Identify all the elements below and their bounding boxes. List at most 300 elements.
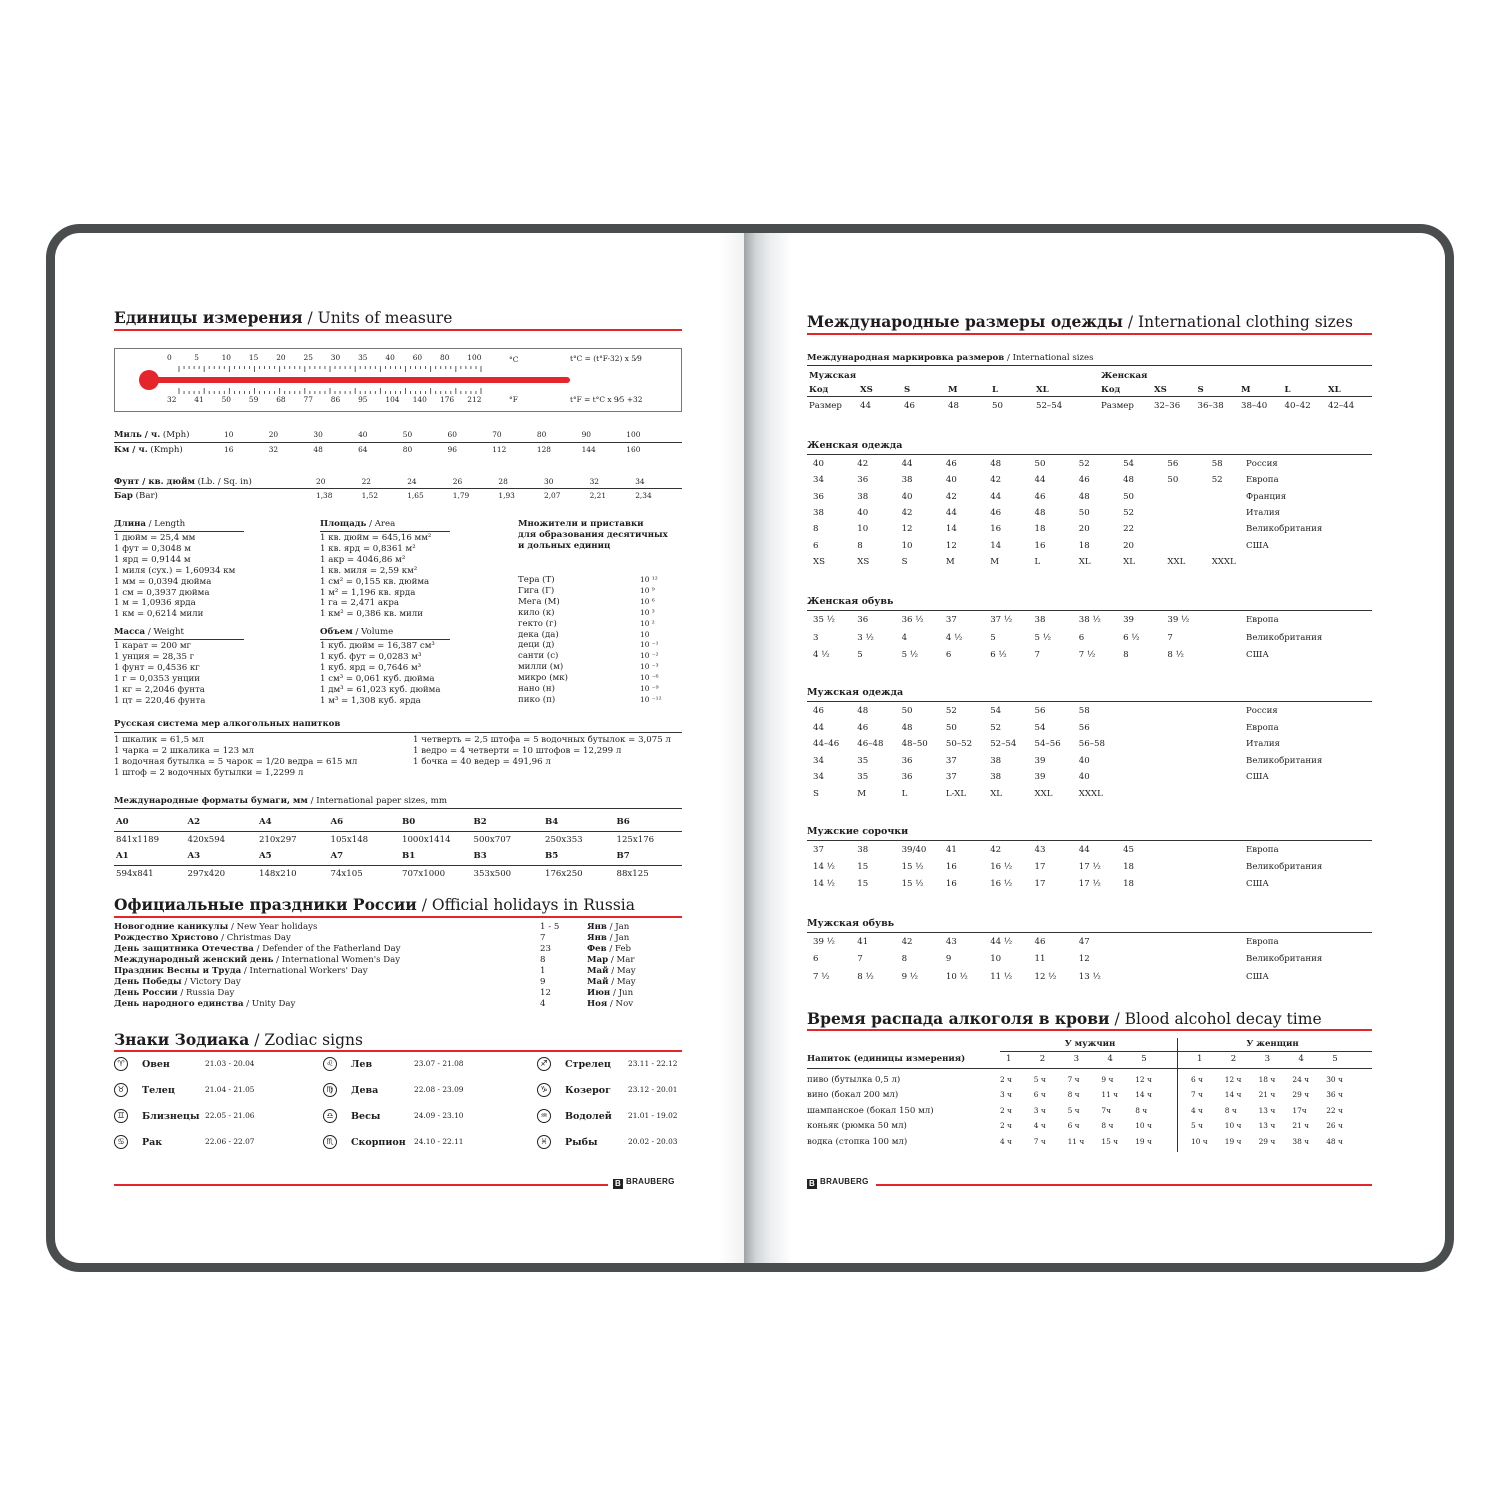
decay-women-value: 48 ч bbox=[1326, 1136, 1343, 1146]
paper-format: B1 bbox=[402, 851, 416, 861]
zodiac-title: Знаки Зодиака / Zodiac signs bbox=[114, 1030, 363, 1049]
bar-value: 1,79 bbox=[452, 491, 470, 500]
decay-col-men: 3 bbox=[1073, 1054, 1080, 1064]
mshoes-cell: 8 ½ bbox=[857, 971, 874, 982]
celsius-tick-label: 25 bbox=[303, 353, 313, 362]
paper-rule-2 bbox=[114, 831, 682, 832]
decay-women-value: 10 ч bbox=[1191, 1136, 1208, 1146]
mclothes-cell: 56 bbox=[1078, 722, 1090, 733]
prefix-name: санти (с) bbox=[518, 651, 559, 662]
volume-item: 1 см³ = 0,061 куб. дюйма bbox=[320, 673, 435, 684]
zodiac-dates: 22.06 - 22.07 bbox=[205, 1137, 255, 1146]
mclothes-cell: XL bbox=[990, 788, 1003, 799]
prefix-value: 10 ³ bbox=[640, 607, 655, 617]
decay-men-value: 6 ч bbox=[1033, 1090, 1046, 1100]
wshoes-cell: 4 ½ bbox=[945, 632, 963, 643]
fahrenheit-tick-label: 140 bbox=[412, 395, 427, 404]
zodiac-dates: 23.12 - 20.01 bbox=[628, 1085, 678, 1094]
mclothes-cell: 35 bbox=[857, 772, 869, 782]
wclothes-cell: 14 bbox=[945, 524, 957, 535]
left-footer-rule bbox=[114, 1184, 608, 1186]
mclothes-cell: 48–50 bbox=[901, 739, 928, 749]
wshoes-cell: 4 bbox=[901, 632, 908, 643]
celsius-formula: t°C = (t°F-32) x 5⁄9 bbox=[570, 354, 642, 363]
mshirts-cell: 17 bbox=[1034, 879, 1046, 890]
wclothes-cell: XL bbox=[1123, 556, 1135, 567]
mph-label: Миль / ч. (Mph) bbox=[114, 430, 190, 440]
wclothes-country: Италия bbox=[1246, 507, 1280, 518]
mass-item: 1 кг = 2,2046 фунта bbox=[114, 684, 205, 695]
zodiac-7-icon: ♎ bbox=[323, 1109, 337, 1123]
bar-value: 1,52 bbox=[361, 491, 379, 500]
paper-size: 1000x1414 bbox=[402, 835, 451, 845]
wclothes-cell: 56 bbox=[1167, 459, 1179, 469]
fahrenheit-unit: °F bbox=[509, 395, 518, 404]
decay-women-value: 29 ч bbox=[1292, 1090, 1310, 1100]
zodiac-dates: 20.02 - 20.03 bbox=[628, 1137, 678, 1146]
wclothes-cell: XXXL bbox=[1211, 556, 1236, 567]
wclothes-cell: 42 bbox=[857, 459, 869, 469]
holiday-name: Праздник Весны и Труда / International Workers' Day bbox=[114, 966, 368, 976]
prefix-value: 10 ⁻⁶ bbox=[640, 673, 659, 683]
wshoes-cell: 37 bbox=[945, 615, 957, 625]
mclothes-cell: 58 bbox=[1078, 706, 1090, 716]
wclothes-cell: 40 bbox=[945, 475, 957, 486]
fahrenheit-tick-label: 104 bbox=[385, 395, 400, 404]
wclothes-cell: 44 bbox=[1034, 475, 1046, 486]
mph-value: 20 bbox=[268, 430, 279, 439]
mshoes-cell: 6 bbox=[813, 954, 819, 965]
wshoes-country: Великобритания bbox=[1246, 632, 1323, 643]
decay-women-value: 18 ч bbox=[1258, 1075, 1276, 1084]
zodiac-3-icon: ♊ bbox=[114, 1109, 128, 1123]
volume-title: Объем / Volume bbox=[320, 627, 394, 637]
decay-men-value: 7ч bbox=[1101, 1105, 1111, 1115]
page-gutter-shadow bbox=[744, 233, 792, 1263]
wclothes-cell: 38 bbox=[813, 507, 824, 518]
fahrenheit-tick-label: 32 bbox=[167, 395, 177, 404]
mshoes-cell: 9 bbox=[945, 954, 952, 965]
mshirts-cell: 38 bbox=[857, 845, 869, 855]
decay-women-value: 14 ч bbox=[1224, 1090, 1242, 1100]
sizes-rule bbox=[807, 333, 1372, 335]
mclothes-cell: L-XL bbox=[945, 788, 967, 799]
zodiac-name: Дева bbox=[351, 1085, 379, 1096]
women-code-label: Код bbox=[1101, 385, 1121, 395]
wclothes-cell: 10 bbox=[901, 540, 913, 551]
prefix-name: дека (да) bbox=[518, 629, 559, 640]
volume-item: 1 м³ = 1,308 куб. ярда bbox=[320, 695, 421, 706]
mclothes-country: США bbox=[1246, 772, 1269, 782]
mshoes-country: США bbox=[1246, 971, 1269, 982]
wclothes-cell: 42 bbox=[990, 475, 1002, 486]
mshirts-cell: 39/40 bbox=[901, 845, 927, 855]
zodiac-dates: 22.08 - 23.09 bbox=[414, 1085, 464, 1094]
holidays-title: Официальные праздники России / Official holidays in Russia bbox=[114, 895, 635, 914]
mclothes-cell: 36 bbox=[901, 772, 913, 782]
mclothes-cell: 40 bbox=[1078, 755, 1090, 766]
holiday-name: Международный женский день / International Women's Day bbox=[114, 955, 401, 965]
prefix-value: 10 ⁻¹² bbox=[640, 694, 662, 704]
mph-value: 50 bbox=[402, 430, 413, 439]
mshoes-country: Европа bbox=[1246, 937, 1279, 947]
mclothes-cell: 34 bbox=[813, 772, 824, 782]
alcohol-system-title: Русская система мер алкогольных напитков bbox=[114, 719, 341, 729]
decay-men-value: 5 ч bbox=[1067, 1105, 1080, 1115]
alcohol-system-rule bbox=[114, 732, 682, 733]
wclothes-country: Россия bbox=[1246, 459, 1278, 469]
paper-size: 353x500 bbox=[473, 869, 512, 879]
kmh-value: 64 bbox=[358, 445, 368, 454]
mclothes-cell: L bbox=[901, 788, 908, 799]
lb-value: 34 bbox=[635, 477, 645, 486]
mclothes-cell: 38 bbox=[990, 755, 1002, 766]
wclothes-cell: 52 bbox=[1078, 459, 1090, 469]
paper-format: B0 bbox=[402, 817, 416, 827]
bar-label: Бар (Bar) bbox=[114, 491, 158, 501]
wclothes-cell: 10 bbox=[857, 524, 869, 535]
mclothes-cell: 54–56 bbox=[1034, 739, 1061, 749]
volume-item: 1 дм³ = 61,023 куб. дюйма bbox=[320, 684, 441, 695]
decay-women-header: У женщин bbox=[1246, 1039, 1299, 1049]
holiday-month: Ноя / Nov bbox=[587, 999, 634, 1009]
women-size-code: XS bbox=[1154, 385, 1167, 395]
prefix-value: 10 ⁹ bbox=[640, 585, 655, 595]
celsius-tick-label: 10 bbox=[221, 353, 231, 362]
area-item: 1 км² = 0,386 кв. мили bbox=[320, 609, 423, 620]
wshoes-cell: 35 ½ bbox=[813, 615, 835, 625]
mshoes-cell: 11 ½ bbox=[990, 971, 1013, 982]
fahrenheit-tick-label: 86 bbox=[330, 395, 341, 404]
wshoes-cell: 6 ½ bbox=[990, 650, 1007, 660]
holiday-name: День народного единства / Unity Day bbox=[114, 999, 296, 1009]
holiday-month: Июн / Jun bbox=[587, 988, 634, 998]
area-item: 1 кв. дюйм = 645,16 мм² bbox=[320, 533, 432, 543]
fahrenheit-tick-label: 68 bbox=[276, 395, 286, 404]
decay-women-value: 21 ч bbox=[1258, 1090, 1276, 1100]
mclothes-cell: 38 bbox=[990, 772, 1002, 782]
paper-format: B3 bbox=[473, 851, 487, 861]
mclothes-cell: 54 bbox=[990, 706, 1002, 716]
zodiac-dates: 24.09 - 23.10 bbox=[414, 1111, 464, 1120]
holiday-day: 1 - 5 bbox=[540, 922, 560, 932]
mshoes-cell: 7 bbox=[857, 954, 863, 965]
mclothes-cell: 52 bbox=[945, 706, 957, 716]
holiday-name: Рождество Христово / Christmas Day bbox=[114, 933, 291, 943]
area-title: Площадь / Area bbox=[320, 519, 396, 529]
holidays-rule bbox=[114, 916, 682, 918]
wclothes-cell: 40 bbox=[857, 507, 869, 518]
wclothes-cell: 50 bbox=[1167, 475, 1179, 486]
mshirts-country: Европа bbox=[1246, 845, 1279, 855]
mshirts-country: США bbox=[1246, 879, 1269, 890]
decay-women-value: 10 ч bbox=[1224, 1121, 1242, 1131]
wclothes-cell: S bbox=[901, 556, 908, 567]
wclothes-cell: 12 bbox=[945, 540, 957, 551]
wclothes-country: США bbox=[1246, 540, 1269, 551]
wclothes-cell: 8 bbox=[813, 524, 819, 535]
decay-women-value: 8 ч bbox=[1224, 1105, 1237, 1115]
celsius-unit: °C bbox=[509, 355, 519, 364]
area-item: 1 см² = 0,155 кв. дюйма bbox=[320, 576, 430, 587]
mshirts-title: Мужские сорочки bbox=[807, 826, 909, 837]
bar-value: 1,93 bbox=[498, 491, 515, 500]
wclothes-cell: 20 bbox=[1123, 540, 1135, 551]
prefix-name: гекто (г) bbox=[518, 618, 557, 629]
wclothes-cell: 50 bbox=[1034, 459, 1046, 469]
bar-value: 2,07 bbox=[544, 491, 561, 500]
wclothes-cell: XS bbox=[813, 556, 826, 567]
paper-format: B7 bbox=[616, 851, 630, 861]
decay-women-value: 38 ч bbox=[1292, 1136, 1310, 1146]
women-size-code: L bbox=[1284, 385, 1291, 395]
wclothes-cell: 58 bbox=[1211, 459, 1223, 469]
decay-title: Время распада алкоголя в крови / Blood alcohol decay time bbox=[807, 1009, 1322, 1028]
celsius-tick-label: 0 bbox=[167, 353, 172, 362]
mclothes-cell: 50 bbox=[945, 722, 957, 733]
women-size-value: 38–40 bbox=[1241, 401, 1268, 411]
decay-men-value: 3 ч bbox=[1033, 1105, 1046, 1115]
wshoes-cell: 6 bbox=[945, 650, 952, 660]
mclothes-cell: XXL bbox=[1034, 788, 1053, 799]
bar-value: 1,65 bbox=[407, 491, 424, 500]
women-size-code: M bbox=[1241, 385, 1251, 395]
wshoes-title: Женская обувь bbox=[807, 596, 894, 607]
holiday-month: Янв / Jan bbox=[587, 933, 630, 943]
zodiac-2-icon: ♉ bbox=[114, 1083, 128, 1097]
paper-format: B4 bbox=[545, 817, 559, 827]
alcohol-measure: 1 бочка = 40 ведер = 491,96 л bbox=[413, 756, 551, 767]
mshoes-cell: 10 bbox=[990, 954, 1002, 965]
mclothes-cell: 48 bbox=[857, 706, 869, 716]
prefix-name: нано (н) bbox=[518, 684, 555, 694]
mshoes-cell: 12 bbox=[1078, 954, 1090, 965]
wshoes-cell: 5 bbox=[990, 632, 996, 643]
wshoes-cell: 4 ½ bbox=[813, 650, 830, 660]
women-size-value: 42–44 bbox=[1328, 401, 1355, 411]
paper-size: 176x250 bbox=[545, 869, 583, 879]
decay-men-value: 7 ч bbox=[1067, 1075, 1080, 1084]
zodiac-4-icon: ♋ bbox=[114, 1135, 128, 1149]
men-size-value: 44 bbox=[860, 401, 871, 411]
men-size-value: 52–54 bbox=[1036, 401, 1063, 411]
length-item: 1 миля (сух.) = 1,60934 км bbox=[114, 565, 236, 576]
intl-rule bbox=[807, 365, 1372, 366]
wclothes-cell: 40 bbox=[813, 459, 824, 469]
decay-men-value: 19 ч bbox=[1135, 1136, 1152, 1146]
mph-value: 10 bbox=[224, 430, 234, 439]
zodiac-9-icon: ♐ bbox=[537, 1057, 551, 1071]
decay-women-value: 6 ч bbox=[1191, 1075, 1203, 1084]
paper-size: 74x105 bbox=[330, 869, 363, 879]
women-size-label: Размер bbox=[1101, 401, 1134, 411]
mshoes-cell: 43 bbox=[945, 937, 957, 947]
mshoes-cell: 12 ½ bbox=[1034, 971, 1057, 982]
area-item: 1 га = 2,471 акра bbox=[320, 598, 399, 609]
paper-format: B2 bbox=[473, 817, 487, 827]
prefix-name: пико (п) bbox=[518, 694, 556, 705]
zodiac-dates: 23.07 - 21.08 bbox=[414, 1059, 464, 1068]
mshirts-cell: 16 bbox=[945, 879, 957, 890]
wclothes-cell: 42 bbox=[945, 491, 957, 502]
zodiac-name: Весы bbox=[351, 1111, 381, 1122]
decay-men-value: 12 ч bbox=[1135, 1075, 1152, 1084]
zodiac-rule bbox=[114, 1050, 682, 1052]
zodiac-name: Овен bbox=[142, 1059, 170, 1070]
mclothes-country: Европа bbox=[1246, 722, 1279, 733]
kmh-value: 160 bbox=[626, 445, 641, 454]
decay-col-women: 2 bbox=[1230, 1054, 1237, 1064]
decay-women-value: 17ч bbox=[1292, 1105, 1307, 1115]
volume-item: 1 куб. дюйм = 16,387 см³ bbox=[320, 641, 435, 651]
mshirts-cell: 16 bbox=[945, 862, 957, 873]
alcohol-measure: 1 шкалик = 61,5 мл bbox=[114, 735, 204, 745]
decay-men-value: 4 ч bbox=[1033, 1121, 1046, 1131]
holiday-name: День защитника Отечества / Defender of the Fatherland Day bbox=[114, 944, 401, 954]
wclothes-cell: XXL bbox=[1167, 556, 1186, 567]
mclothes-title: Мужская одежда bbox=[807, 687, 904, 698]
mclothes-cell: 50 bbox=[901, 706, 913, 716]
mshirts-cell: 17 ½ bbox=[1078, 879, 1101, 890]
zodiac-name: Рак bbox=[142, 1137, 163, 1148]
holiday-day: 1 bbox=[540, 966, 546, 976]
mclothes-cell: 54 bbox=[1034, 722, 1046, 733]
paper-size: 594x841 bbox=[116, 869, 154, 879]
mclothes-cell: XXXL bbox=[1078, 788, 1103, 799]
mclothes-cell: S bbox=[813, 788, 819, 799]
bar-value: 2,21 bbox=[589, 491, 607, 500]
mshoes-cell: 39 ½ bbox=[813, 937, 835, 947]
paper-format: A0 bbox=[116, 817, 129, 827]
paper-format: B6 bbox=[616, 817, 630, 827]
decay-drink: пиво (бутылка 0,5 л) bbox=[807, 1075, 901, 1085]
mph-value: 100 bbox=[626, 430, 641, 439]
wclothes-rule bbox=[807, 454, 1372, 455]
holiday-month: Фев / Feb bbox=[587, 944, 632, 954]
lb-value: 28 bbox=[498, 477, 508, 486]
men-size-value: 50 bbox=[992, 401, 1003, 411]
paper-format: A5 bbox=[259, 851, 272, 861]
mph-value: 80 bbox=[536, 430, 547, 439]
wshoes-cell: 8 ½ bbox=[1167, 650, 1184, 660]
men-size-code: M bbox=[948, 385, 958, 395]
paper-format: B5 bbox=[545, 851, 559, 861]
paper-title: Международные форматы бумаги, мм / International paper sizes, mm bbox=[114, 796, 447, 806]
holiday-day: 8 bbox=[540, 955, 546, 965]
mclothes-cell: 44–46 bbox=[813, 739, 840, 749]
prefix-value: 10 bbox=[640, 629, 650, 639]
sizes-title: Международные размеры одежды / International clothing sizes bbox=[807, 312, 1353, 331]
decay-rule-3 bbox=[807, 1068, 1372, 1069]
wclothes-cell: 44 bbox=[945, 507, 957, 518]
wshoes-cell: 7 ½ bbox=[1078, 650, 1096, 660]
mass-title: Масса / Weight bbox=[114, 627, 184, 637]
decay-col-men: 5 bbox=[1141, 1054, 1147, 1064]
wclothes-cell: 46 bbox=[1034, 491, 1046, 502]
celsius-tick-label: 35 bbox=[358, 353, 368, 362]
wshoes-cell: 3 ½ bbox=[857, 632, 874, 643]
decay-women-value: 24 ч bbox=[1292, 1075, 1310, 1084]
paper-rule-3 bbox=[114, 865, 682, 866]
holiday-month: Янв / Jan bbox=[587, 922, 630, 932]
paper-rule-1 bbox=[114, 808, 682, 809]
decay-men-value: 2 ч bbox=[1000, 1121, 1012, 1131]
wclothes-cell: 36 bbox=[857, 475, 869, 486]
decay-rule-2 bbox=[1000, 1051, 1372, 1052]
kmh-value: 144 bbox=[581, 445, 596, 454]
wclothes-cell: M bbox=[945, 556, 955, 567]
mshirts-cell: 17 ½ bbox=[1078, 862, 1101, 873]
holiday-day: 7 bbox=[540, 933, 546, 943]
mclothes-cell: 56 bbox=[1034, 706, 1046, 716]
zodiac-dates: 21.04 - 21.05 bbox=[205, 1085, 255, 1094]
wshoes-cell: 36 bbox=[857, 615, 869, 625]
wclothes-cell: 6 bbox=[813, 540, 819, 551]
celsius-tick-label: 15 bbox=[248, 353, 259, 362]
wclothes-cell: 48 bbox=[990, 459, 1002, 469]
prefix-value: 10 ⁻² bbox=[640, 651, 659, 661]
area-item: 1 кв. ярд = 0,8361 м² bbox=[320, 543, 416, 554]
mclothes-cell: 39 bbox=[1034, 755, 1046, 766]
wclothes-cell: 16 bbox=[1034, 540, 1046, 551]
intl-rule-2 bbox=[807, 396, 1372, 397]
kmh-value: 32 bbox=[268, 445, 279, 454]
mshirts-cell: 18 bbox=[1123, 879, 1135, 890]
decay-men-value: 7 ч bbox=[1033, 1136, 1046, 1146]
mshoes-cell: 11 bbox=[1034, 954, 1046, 965]
volume-item: 1 куб. фут = 0,0283 м³ bbox=[320, 651, 422, 662]
wclothes-country: Великобритания bbox=[1246, 524, 1323, 535]
zodiac-name: Рыбы bbox=[565, 1137, 598, 1148]
decay-men-value: 10 ч bbox=[1135, 1121, 1152, 1131]
wshoes-cell: 6 ½ bbox=[1123, 632, 1140, 643]
mshoes-rule bbox=[807, 932, 1372, 933]
holiday-month: Мар / Mar bbox=[587, 955, 635, 965]
prefix-value: 10 ⁻³ bbox=[640, 662, 659, 672]
decay-men-value: 3 ч bbox=[1000, 1090, 1012, 1100]
wshoes-cell: 5 ½ bbox=[901, 650, 919, 660]
decay-women-value: 30 ч bbox=[1326, 1075, 1343, 1084]
paper-format: A3 bbox=[187, 851, 201, 861]
mph-value: 30 bbox=[313, 430, 323, 439]
mshoes-cell: 44 ½ bbox=[990, 937, 1013, 947]
wclothes-cell: 46 bbox=[1078, 475, 1090, 486]
prefix-value: 10 ⁻⁹ bbox=[640, 684, 659, 693]
mshirts-cell: 41 bbox=[945, 845, 957, 855]
women-label: Женская bbox=[1101, 371, 1148, 381]
paper-size: 420x594 bbox=[187, 835, 226, 845]
zodiac-dates: 21.01 - 19.02 bbox=[628, 1111, 678, 1120]
mshoes-cell: 41 bbox=[857, 937, 869, 947]
wclothes-cell: 14 bbox=[990, 540, 1002, 551]
wshoes-cell: 3 bbox=[813, 632, 819, 643]
mclothes-cell: 46–48 bbox=[857, 739, 884, 749]
mass-item: 1 карат = 200 мг bbox=[114, 641, 192, 651]
mclothes-country: Великобритания bbox=[1246, 755, 1323, 766]
decay-col-women: 3 bbox=[1264, 1054, 1271, 1064]
pressure-rule bbox=[114, 488, 682, 489]
length-item: 1 мм = 0,0394 дюйма bbox=[114, 576, 212, 587]
zodiac-dates: 21.03 - 20.04 bbox=[205, 1059, 255, 1068]
zodiac-6-icon: ♍ bbox=[323, 1083, 337, 1097]
holiday-day: 23 bbox=[540, 944, 551, 954]
fahrenheit-tick-label: 59 bbox=[248, 395, 259, 404]
kmh-value: 48 bbox=[313, 445, 323, 454]
decay-women-value: 13 ч bbox=[1258, 1121, 1276, 1131]
prefix-title-2: для образования десятичных bbox=[518, 530, 668, 540]
mclothes-cell: 52 bbox=[990, 722, 1002, 733]
mshirts-cell: 45 bbox=[1123, 845, 1135, 855]
